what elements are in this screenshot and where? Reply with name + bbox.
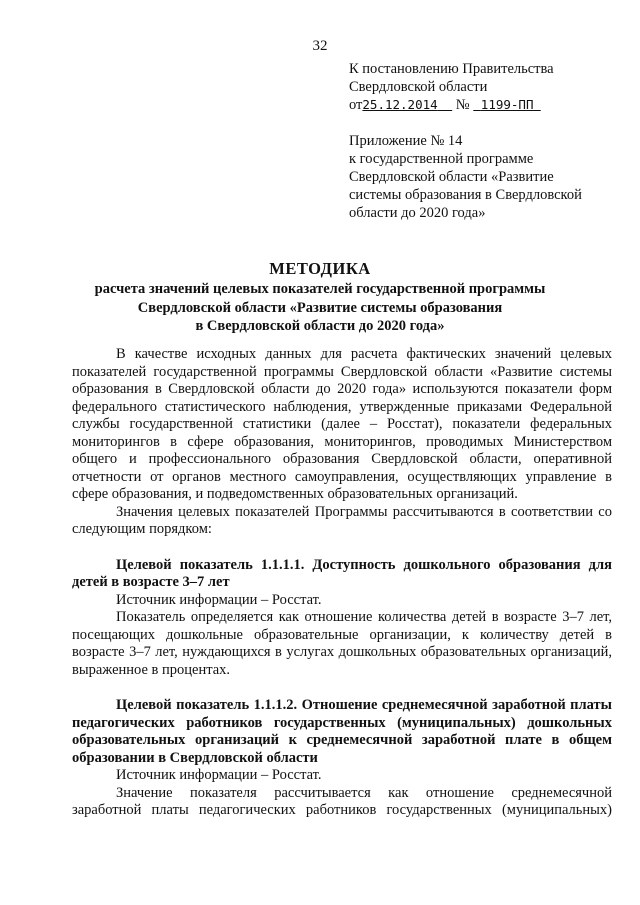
document-title — [0, 258, 640, 336]
appendix-line-4: системы образования в Свердловской — [349, 187, 582, 203]
indicator-2-description: Значение показателя рассчитывается как отношение среднемесячной заработной платы педагогических работников государственных (муниципальных) — [72, 784, 612, 818]
appendix-line-5: области до 2020 года» — [349, 205, 486, 221]
appendix-line-2: к государственной программе — [349, 151, 534, 167]
indicator-1-description: Показатель определяется как отношение количества детей в возрасте 3–7 лет, посещающих дошкольные образовательные организации, к количеству детей в возрасте 3–7 лет, нуждающихся в услугах дошкольных образовательных организаций, выраженное в процентах. — [72, 609, 612, 678]
title-line-4: в Свердловской области до 2020 года» — [195, 318, 445, 334]
resolution-reference — [349, 60, 554, 114]
indicator-1-source: Источник информации – Росстат. — [116, 591, 322, 608]
resolution-date: 25.12.2014 — [362, 97, 438, 112]
title-main: МЕТОДИКА — [269, 259, 371, 278]
resolution-line-1: К постановлению Правительства — [349, 61, 554, 77]
title-line-2: расчета значений целевых показателей государственной программы — [94, 281, 546, 297]
appendix-line-3: Свердловской области «Развитие — [349, 169, 554, 185]
title-line-3: Свердловской области «Развитие системы образования — [137, 299, 503, 316]
document-body — [72, 346, 612, 820]
number-label: № — [455, 97, 470, 113]
indicator-2-heading: Целевой показатель 1.1.1.2. Отношение среднемесячной заработной платы педагогических работников государственных (муниципальных) дошкольных образовательных организаций к среднемесячной заработной плате в общем образовании в Свердловской области — [72, 697, 612, 766]
ot-label: от — [349, 97, 363, 113]
resolution-date-line — [349, 96, 554, 114]
indicator-2-source: Источник информации – Росстат. — [116, 767, 322, 783]
resolution-number: 1199-ПП — [480, 97, 534, 112]
indicator-1-heading: Целевой показатель 1.1.1.1. Доступность дошкольного образования для детей в возрасте 3–7 лет — [72, 556, 612, 590]
page-number: 32 — [312, 38, 328, 54]
intro-paragraph: В качестве исходных данных для расчета фактических значений целевых показателей государственной программы Свердловской области «Развитие системы образования в Свердловской области до 2020 года» используются показатели форм федерального статистического наблюдения, утвержденные приказами Федеральной службы государственной статистики (далее – Росстат), показатели федеральных мониторингов в сфере образования, мониторингов, проводимых Министерством общего и профессионального образования Свердловской области, оперативной отчетности от органов местного самоуправления, осуществляющих управление в сфере образования, и подведомственных образовательных организаций. — [72, 346, 612, 502]
appendix-reference — [349, 132, 582, 222]
appendix-line-1: Приложение № 14 — [349, 133, 463, 149]
intro-paragraph-2: Значения целевых показателей Программы рассчитываются в соответствии со следующим порядком: — [72, 503, 612, 537]
resolution-line-2: Свердловской области — [349, 79, 488, 95]
